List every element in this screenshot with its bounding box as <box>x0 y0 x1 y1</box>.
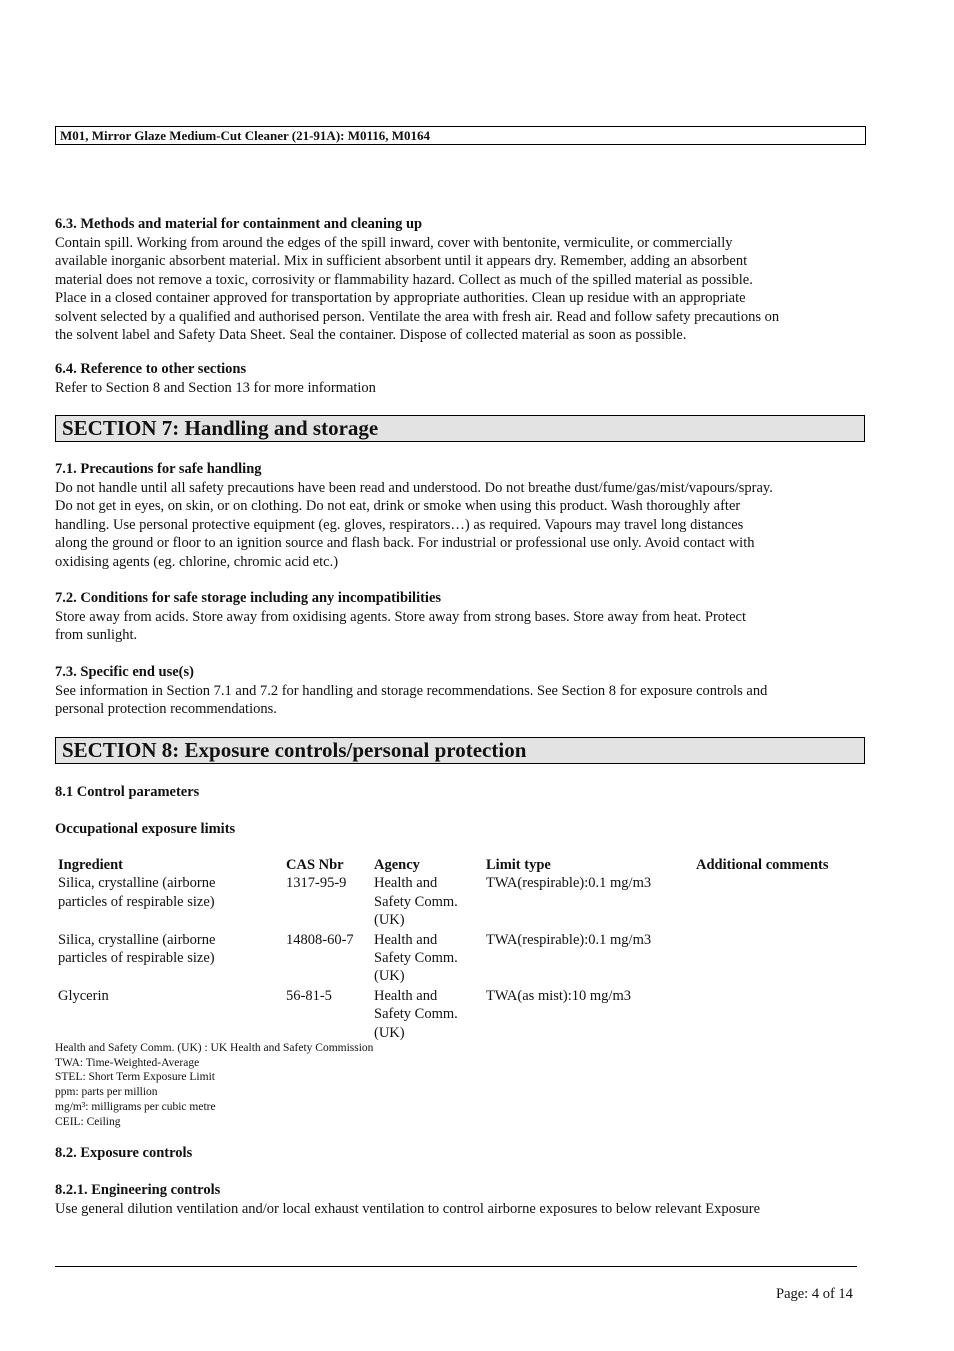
text-line: Place in a closed container approved for transportation by appropriate authorities. Clean up residue with an appropriate <box>55 290 746 307</box>
legend-line: ppm: parts per million <box>55 1086 158 1099</box>
heading-8-1: 8.1 Control parameters <box>55 784 200 800</box>
abbreviation-legend <box>55 1041 373 1129</box>
table-row <box>55 874 859 930</box>
text-line: Safety Comm. <box>374 1006 458 1023</box>
heading-7-1: 7.1. Precautions for safe handling <box>55 461 262 477</box>
text-line: solvent selected by a qualified and authorised person. Ventilate the area with fresh air. Read and follow safety precautions on <box>55 308 780 325</box>
cell-cas: 14808-60-7 <box>286 931 354 948</box>
text-line: Silica, crystalline (airborne <box>58 931 216 948</box>
table-header-row <box>55 856 859 874</box>
cell-comments <box>693 931 859 987</box>
cell-agency <box>371 987 483 1043</box>
footer-divider <box>55 1266 857 1267</box>
cell-limit: TWA(respirable):0.1 mg/m3 <box>486 875 652 892</box>
document-header: M01, Mirror Glaze Medium-Cut Cleaner (21-91A): M0116, M0164 <box>55 126 866 145</box>
text-line: (UK) <box>374 912 405 929</box>
table-row <box>55 987 859 1043</box>
col-agency: Agency <box>374 857 420 873</box>
text-line: handling. Use personal protective equipment (eg. gloves, respirators…) as required. Vapours may travel long distances <box>55 516 744 533</box>
text-line: from sunlight. <box>55 627 138 644</box>
legend-line: Health and Safety Comm. (UK) : UK Health and Safety Commission <box>55 1042 374 1054</box>
heading-8-2: 8.2. Exposure controls <box>55 1145 193 1161</box>
text-line: personal protection recommendations. <box>55 701 277 718</box>
text-line: Silica, crystalline (airborne <box>58 875 216 892</box>
text-line: (UK) <box>374 1024 405 1041</box>
cell-ingredient <box>55 931 283 987</box>
cell-cas: 1317-95-9 <box>286 875 347 892</box>
cell-limit: TWA(as mist):10 mg/m3 <box>486 987 631 1004</box>
cell-limit: TWA(respirable):0.1 mg/m3 <box>486 931 652 948</box>
cell-agency <box>371 874 483 930</box>
paragraph-7-3 <box>55 682 870 719</box>
text-line: Health and <box>374 987 438 1004</box>
heading-6-4: 6.4. Reference to other sections <box>55 361 247 377</box>
col-cas: CAS Nbr <box>286 857 344 873</box>
text-line: oxidising agents (eg. chlorine, chromic acid etc.) <box>55 553 339 570</box>
legend-line: TWA: Time-Weighted-Average <box>55 1056 200 1069</box>
section-8-heading: SECTION 8: Exposure controls/personal protection <box>55 737 865 764</box>
legend-line: CEIL: Ceiling <box>55 1115 121 1128</box>
col-limit-type: Limit type <box>486 857 551 873</box>
text-line: particles of respirable size) <box>58 893 215 910</box>
legend-line: STEL: Short Term Exposure Limit <box>55 1071 215 1084</box>
text-line: Store away from acids. Store away from oxidising agents. Store away from strong bases. Store away from heat. Protect <box>55 609 746 625</box>
paragraph-8-2-1: Use general dilution ventilation and/or local exhaust ventilation to control airborne exposures to below relevant Exposure <box>55 1201 761 1217</box>
cell-comments <box>693 987 859 1043</box>
cell-ingredient <box>55 874 283 930</box>
text-line: See information in Section 7.1 and 7.2 for handling and storage recommendations. See Section 8 for exposure controls and <box>55 683 768 699</box>
heading-8-2-1: 8.2.1. Engineering controls <box>55 1182 221 1198</box>
table-row <box>55 931 859 987</box>
section-7-heading: SECTION 7: Handling and storage <box>55 415 865 442</box>
text-line: Health and <box>374 931 438 948</box>
text-line: available inorganic absorbent material. Mix in sufficient absorbent until it appears dry. Remember, adding an absorbent <box>55 253 748 270</box>
legend-line: mg/m³: milligrams per cubic metre <box>55 1100 216 1113</box>
heading-7-3: 7.3. Specific end use(s) <box>55 664 194 680</box>
paragraph-6-4: Refer to Section 8 and Section 13 for more information <box>55 380 376 396</box>
heading-6-3: 6.3. Methods and material for containment and cleaning up <box>55 216 423 232</box>
text-line: particles of respirable size) <box>58 950 215 967</box>
cell-ingredient <box>55 987 283 1043</box>
text-line: Safety Comm. <box>374 950 458 967</box>
page-number: Page: 4 of 14 <box>776 1286 853 1302</box>
text-line: the solvent label and Safety Data Sheet. Seal the container. Dispose of collected material as soon as possible. <box>55 327 687 344</box>
heading-7-2: 7.2. Conditions for safe storage including any incompatibilities <box>55 590 442 606</box>
cell-comments <box>693 874 859 930</box>
text-line: Safety Comm. <box>374 893 458 910</box>
col-ingredient: Ingredient <box>58 857 123 873</box>
text-line: material does not remove a toxic, corrosivity or flammability hazard. Collect as much of the spilled material as possible. <box>55 271 753 288</box>
heading-oel: Occupational exposure limits <box>55 821 236 837</box>
exposure-limits-table <box>55 856 859 1043</box>
text-line: Health and <box>374 875 438 892</box>
text-line: Do not handle until all safety precautions have been read and understood. Do not breathe dust/fume/gas/mist/vapours/spray. <box>55 480 773 496</box>
cell-cas: 56-81-5 <box>286 987 332 1004</box>
text-line: Contain spill. Working from around the edges of the spill inward, cover with bentonite, vermiculite, or commercially <box>55 235 733 251</box>
cell-agency <box>371 931 483 987</box>
paragraph-7-1 <box>55 479 870 571</box>
col-comments: Additional comments <box>696 857 829 873</box>
paragraph-7-2 <box>55 608 870 645</box>
text-line: Glycerin <box>58 987 109 1004</box>
paragraph-6-3 <box>55 234 870 344</box>
text-line: along the ground or floor to an ignition source and flash back. For industrial or professional use only. Avoid contact with <box>55 535 755 552</box>
text-line: (UK) <box>374 968 405 985</box>
text-line: Do not get in eyes, on skin, or on clothing. Do not eat, drink or smoke when using this product. Wash thoroughly after <box>55 498 741 515</box>
